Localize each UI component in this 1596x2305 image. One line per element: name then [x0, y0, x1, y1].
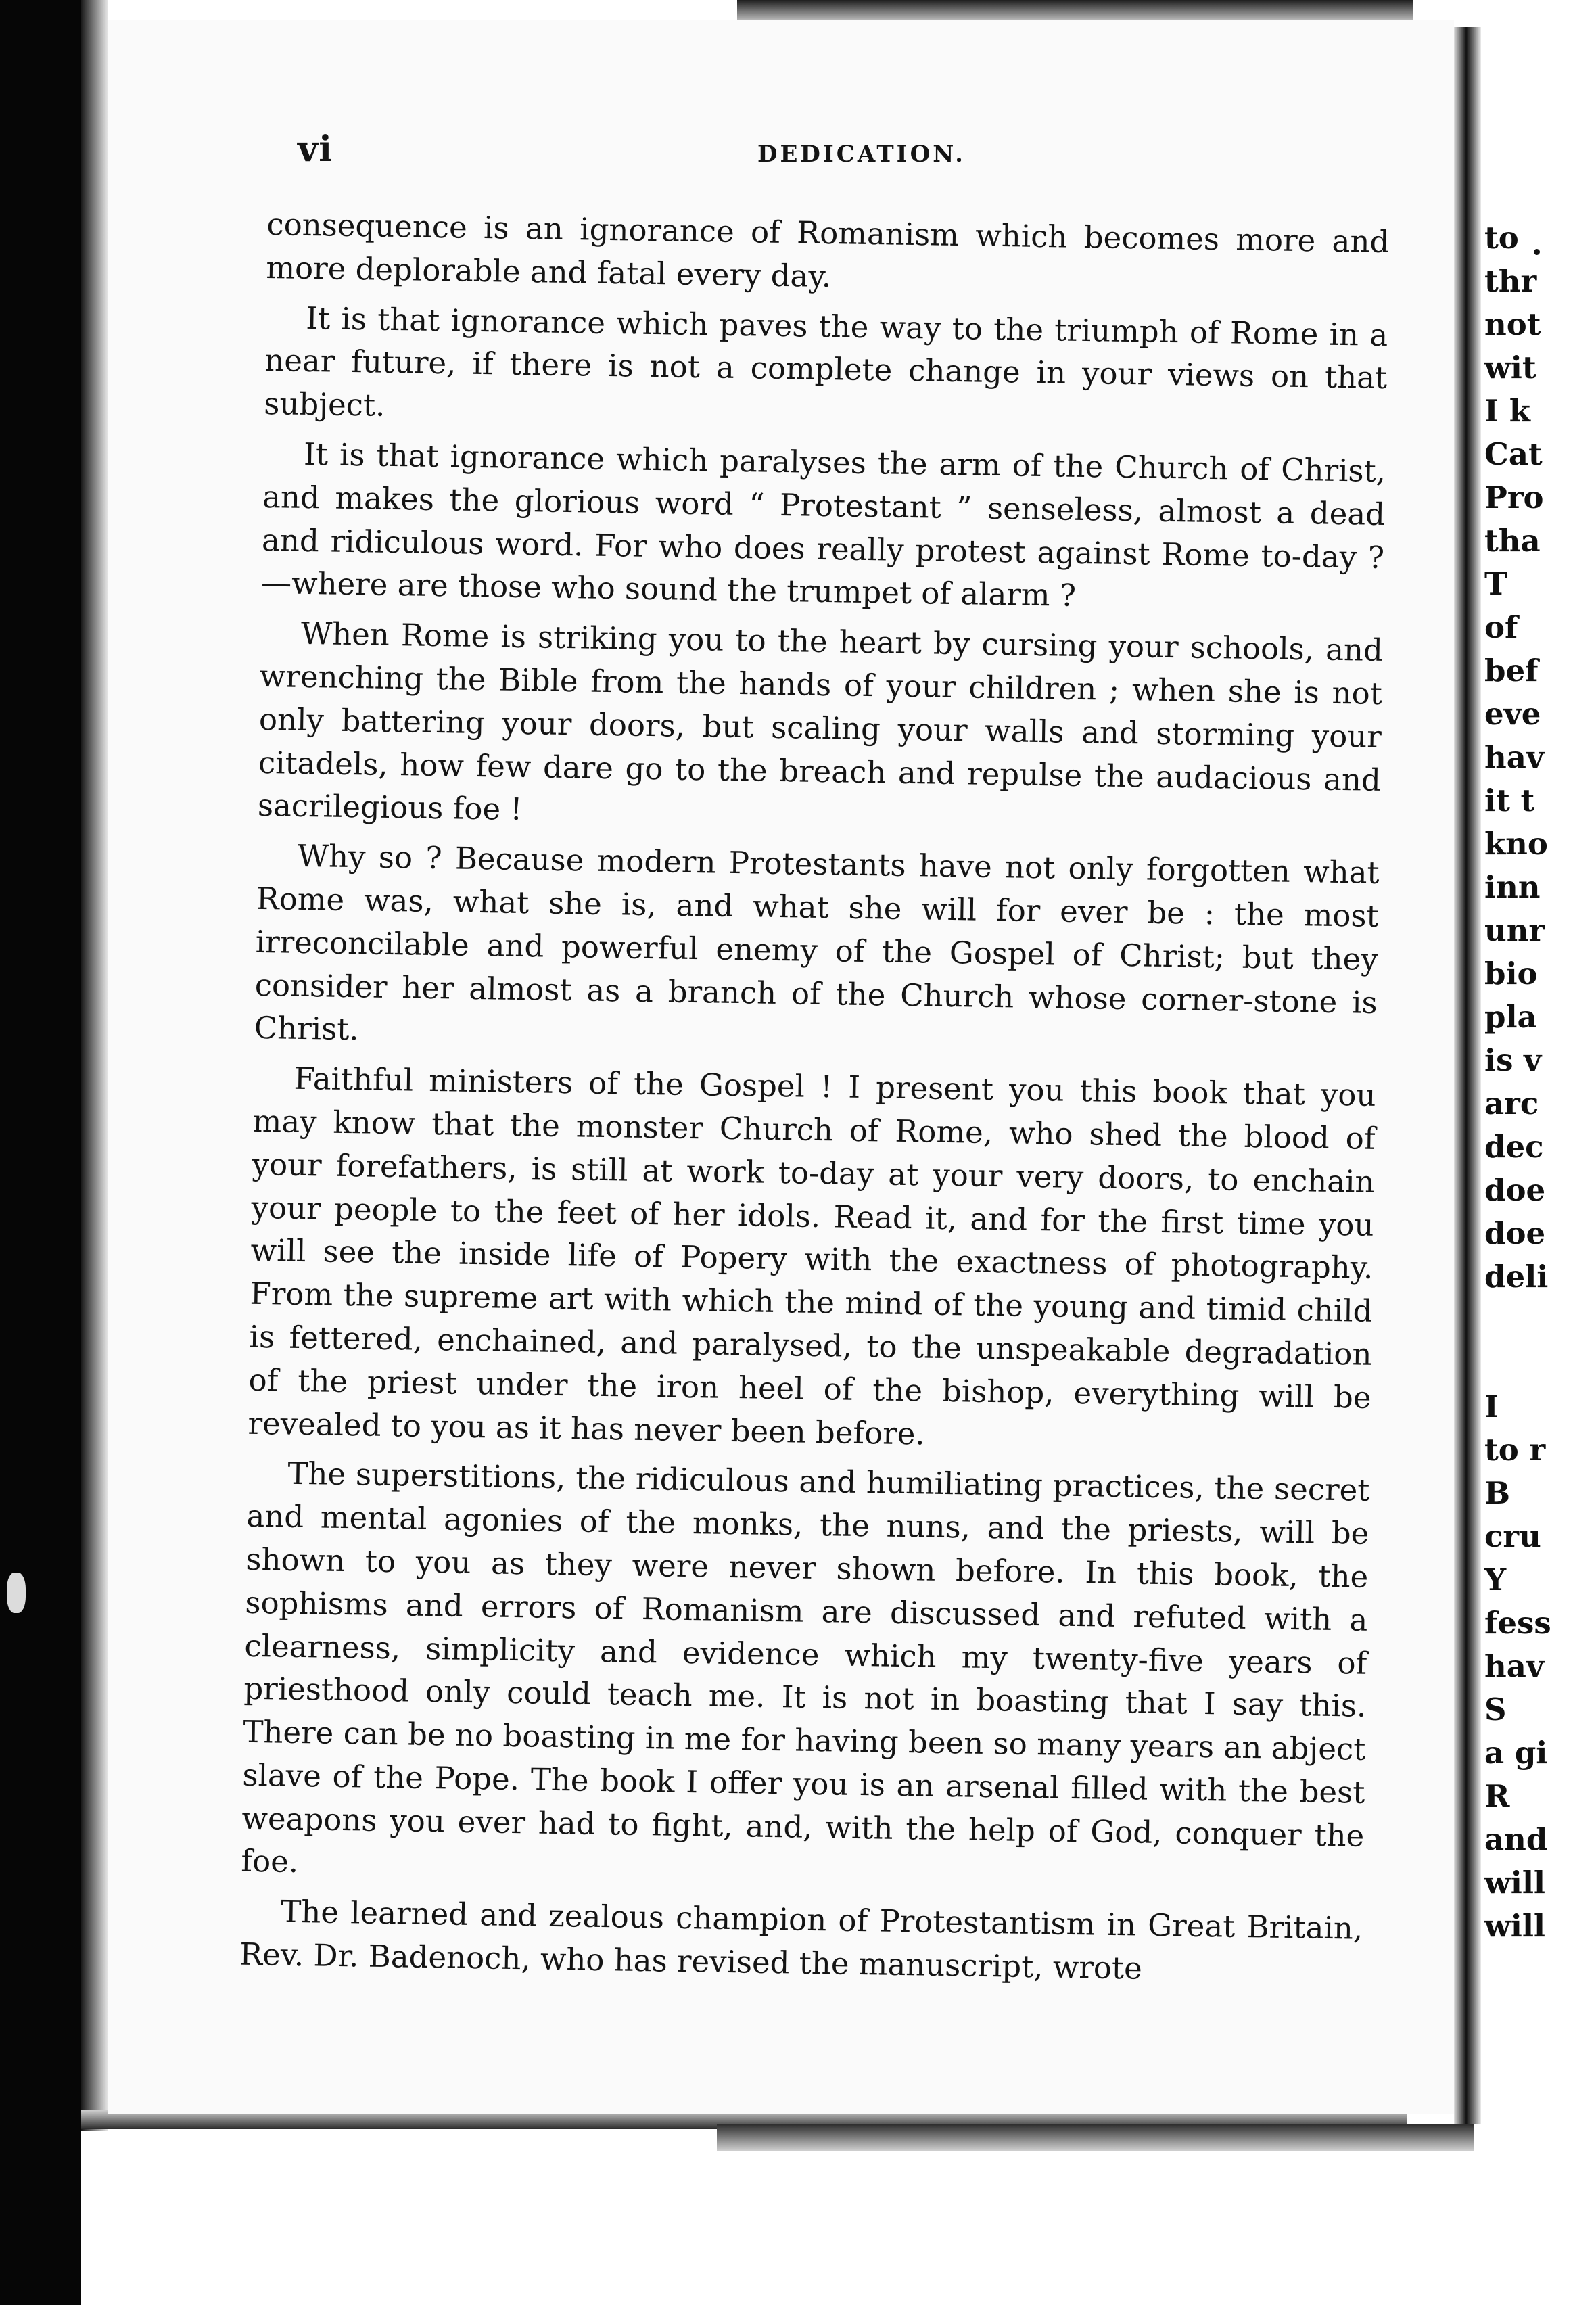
facing-line-fragment: fess [1484, 1605, 1551, 1641]
facing-line-fragment: not [1484, 306, 1541, 342]
running-title: DEDICATION. [757, 141, 966, 168]
facing-line-fragment: it t [1484, 783, 1535, 818]
facing-line-fragment: dec [1484, 1129, 1544, 1165]
facing-line-fragment: will [1484, 1908, 1546, 1944]
facing-line-fragment: wit [1484, 350, 1536, 386]
facing-line-fragment: pla [1484, 999, 1537, 1035]
facing-line-fragment [1484, 1299, 1596, 1342]
facing-line-fragment: B [1484, 1475, 1511, 1511]
facing-line-fragment: bio [1484, 956, 1538, 992]
scan-mark [7, 1573, 26, 1613]
paragraph: The learned and zealous champion of Protestantism in Great Britain, Rev. Dr. Badenoch, who has revised the manuscript, wrote [239, 1893, 1363, 1986]
facing-line-fragment: eve [1484, 696, 1541, 732]
paragraph: It is that ignorance which paves the way to the triumph of Rome in a near future, if there is not a complete change in your views on that subject. [263, 300, 1388, 423]
facing-line-fragment: a gi [1484, 1735, 1548, 1771]
paragraph: When Rome is striking you to the heart by cursing your schools, and wrenching the Bible from the hands of your children ; when she is not only battering your doors, but scaling your walls and storming your citadels, how few dare go to the breach and repulse the audacious and sacrilegious foe ! [257, 615, 1384, 828]
facing-line-fragment: bef [1484, 653, 1539, 689]
facing-line-fragment: I k [1484, 393, 1530, 429]
paragraph: Faithful ministers of the Gospel ! I present you this book that you may know that the monster Church of Rome, who shed the blood of your forefathers, is still at work to-day at your very doors, to enchain your people to the feet of her idols. Read it, and for the first time you will see the inside life of Popery with the exactness of photography. From the supreme art with which the mind of the young and timid child is fettered, enchained, and paralysed, to the unspeakable degradation of the priest under the iron heel of the bishop, everything will be revealed to you as it has never been before. [248, 1060, 1376, 1452]
facing-line-fragment: hav [1484, 739, 1545, 775]
facing-line-fragment: doe [1484, 1172, 1546, 1208]
facing-line-fragment: Pro [1484, 480, 1544, 515]
facing-line-fragment: Y [1484, 1562, 1507, 1598]
scan-bottom-strip [717, 2124, 1474, 2151]
book-spine-shadow [1454, 27, 1481, 2124]
paragraph: Why so ? Because modern Protestants have not only forgotten what Rome was, what she is, and what she will for ever be : the most irreconcilable and powerful enemy of the Gospel of Christ; but they consider her almost as a branch of the Church whose corner-stone is Christ. [254, 837, 1380, 1048]
facing-line-fragment: to [1484, 220, 1519, 256]
body-text [239, 203, 1390, 2001]
paragraph: The superstitions, the ridiculous and humiliating practices, the secret and mental agonies of the monks, the nuns, and the priests, will be shown to you as they were never shown before. In this book, the sophisms and errors of Romanism are discussed and refuted with a clearness, simplicity and evidence which my twenty-five years of priesthood only could teach me. It is not in boasting that I say this. There can be no boasting in me for having been so many years an abject slave of the Pope. The book I offer you is an arsenal filled with the best weapons you ever had to fight, and, with the help of God, conquer the foe. [241, 1456, 1370, 1880]
facing-line-fragment: Cat [1484, 436, 1543, 472]
facing-page-fragment [1484, 216, 1596, 1988]
facing-line-fragment: tha [1484, 523, 1541, 559]
facing-line-fragment: cru [1484, 1518, 1541, 1554]
facing-line-fragment: doe [1484, 1215, 1546, 1251]
facing-line-fragment: S [1484, 1692, 1507, 1727]
paragraph: consequence is an ignorance of Romanism which becomes more and more deplorable and fatal every day. [266, 206, 1390, 294]
facing-line-fragment: of [1484, 609, 1518, 645]
facing-line-fragment: hav [1484, 1648, 1545, 1684]
paragraph: It is that ignorance which paralyses the arm of the Church of Christ, and makes the glorious word “ Protestant ” senseless, almost a dead and ridiculous word. For who does really protest against Rome to-day ?—where are those who sound the trumpet of alarm ? [260, 436, 1386, 614]
facing-line-fragment: will [1484, 1865, 1546, 1901]
facing-line-fragment: thr [1484, 263, 1537, 299]
page-edge-shadow [81, 0, 108, 2131]
facing-line-fragment: and [1484, 1821, 1548, 1857]
running-head [298, 129, 1380, 183]
facing-line-fragment: to r [1484, 1432, 1546, 1468]
facing-line-fragment: arc [1484, 1086, 1539, 1121]
facing-line-fragment: R [1484, 1778, 1510, 1814]
facing-line-fragment: inn [1484, 869, 1541, 905]
facing-line-fragment: is v [1484, 1042, 1542, 1078]
facing-line-fragment [1484, 1342, 1596, 1385]
facing-line-fragment: deli [1484, 1259, 1549, 1295]
scan-left-border [0, 0, 81, 2305]
page-number: vi [298, 129, 333, 170]
facing-line-fragment: kno [1484, 826, 1548, 862]
facing-line-fragment: I [1484, 1389, 1499, 1424]
facing-line-fragment: T [1484, 566, 1507, 602]
facing-line-fragment: unr [1484, 912, 1545, 948]
